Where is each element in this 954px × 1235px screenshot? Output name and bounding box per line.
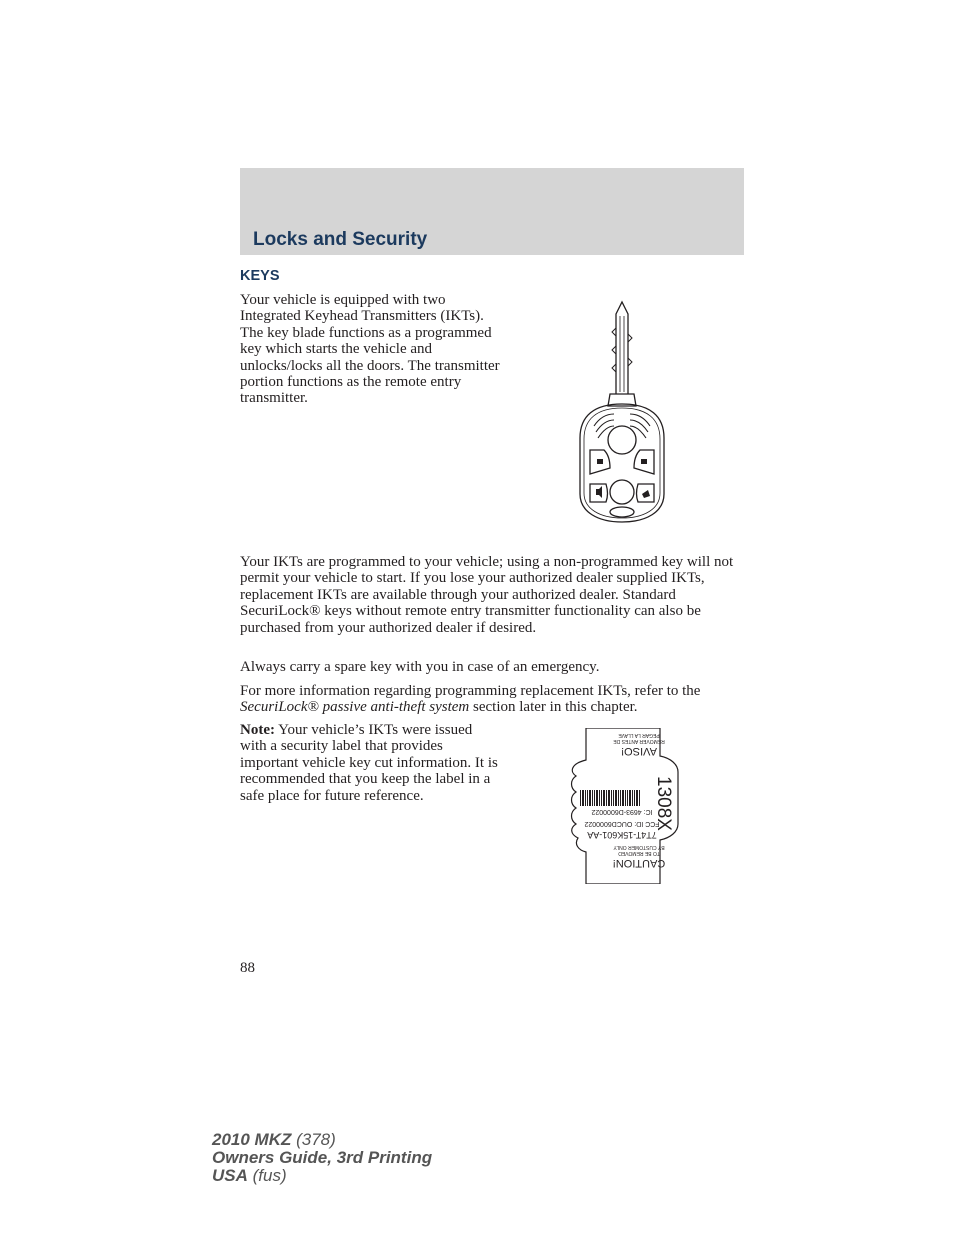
- label-caution: CAUTION!: [612, 857, 666, 869]
- paragraph-more-info: [240, 683, 744, 716]
- page-number: 88: [240, 960, 255, 976]
- label-key-code: 1308X: [653, 776, 674, 831]
- securilock-reference: SecuriLock® passive anti-theft system: [240, 699, 470, 716]
- footer: [212, 1131, 432, 1185]
- footer-market-line: [212, 1167, 432, 1185]
- label-aviso: AVISO!: [621, 745, 657, 757]
- paragraph-spare-key: Always carry a spare key with you in case of an emergency.: [240, 659, 600, 675]
- footer-model-code: (378): [296, 1130, 336, 1149]
- footer-guide: Owners Guide, 3rd Printing: [212, 1148, 433, 1167]
- footer-model: 2010 MKZ: [212, 1130, 292, 1149]
- paragraph-ikt-intro: Your vehicle is equipped with two Integrated Keyhead Transmitters (IKTs). The key blade functions as a programmed key which starts the vehicle and unlocks/locks all the doors. The transmitter portion functions as the remote entry transmitter.: [240, 292, 500, 407]
- chapter-title: Locks and Security: [253, 229, 428, 250]
- label-aviso-line1: REMOVER ANTES DE: [613, 738, 665, 744]
- footer-market-code: (fus): [252, 1166, 287, 1185]
- label-caution-line1: TO BE REMOVED: [618, 850, 660, 856]
- label-part-number: 7T4T-15K601-AA: [587, 830, 657, 840]
- paragraph-note: [240, 722, 500, 804]
- footer-market: USA: [212, 1166, 248, 1185]
- security-label-illustration: [566, 728, 684, 884]
- integrated-keyhead-transmitter-illustration: [576, 298, 668, 526]
- note-text: Your vehicle’s IKTs were issued with a security label that provides important vehicle key cut information. It is recommended that you keep the label in a safe place for future reference.: [240, 722, 498, 804]
- paragraph-ikt-programming: Your IKTs are programmed to your vehicle; using a non-programmed key will not permit your vehicle to start. If you lose your authorized dealer supplied IKTs, replacement IKTs are available through your authorized dealer. Standard SecuriLock® keys without remote entry transmitter functionality can also be purchased from your authorized dealer if desired.: [240, 554, 734, 636]
- more-info-text-end: section later in this chapter.: [469, 699, 638, 716]
- label-caution-line2: BY CUSTOMER ONLY: [613, 844, 665, 850]
- label-aviso-line2: PEGAR LA LLAVE: [618, 732, 660, 738]
- label-ic-number: IC: 4693-D6000022: [591, 808, 653, 815]
- note-label: Note:: [240, 722, 275, 738]
- more-info-text-start: For more information regarding programming replacement IKTs, refer to the: [240, 683, 701, 699]
- key-blade: [616, 302, 628, 394]
- section-heading: KEYS: [240, 268, 280, 284]
- label-barcode: [580, 790, 640, 806]
- footer-model-line: [212, 1131, 432, 1149]
- chapter-header-band: [240, 168, 744, 255]
- footer-guide-line: [212, 1149, 432, 1167]
- label-fcc-id: FCC ID: OUCD6000022: [584, 820, 660, 827]
